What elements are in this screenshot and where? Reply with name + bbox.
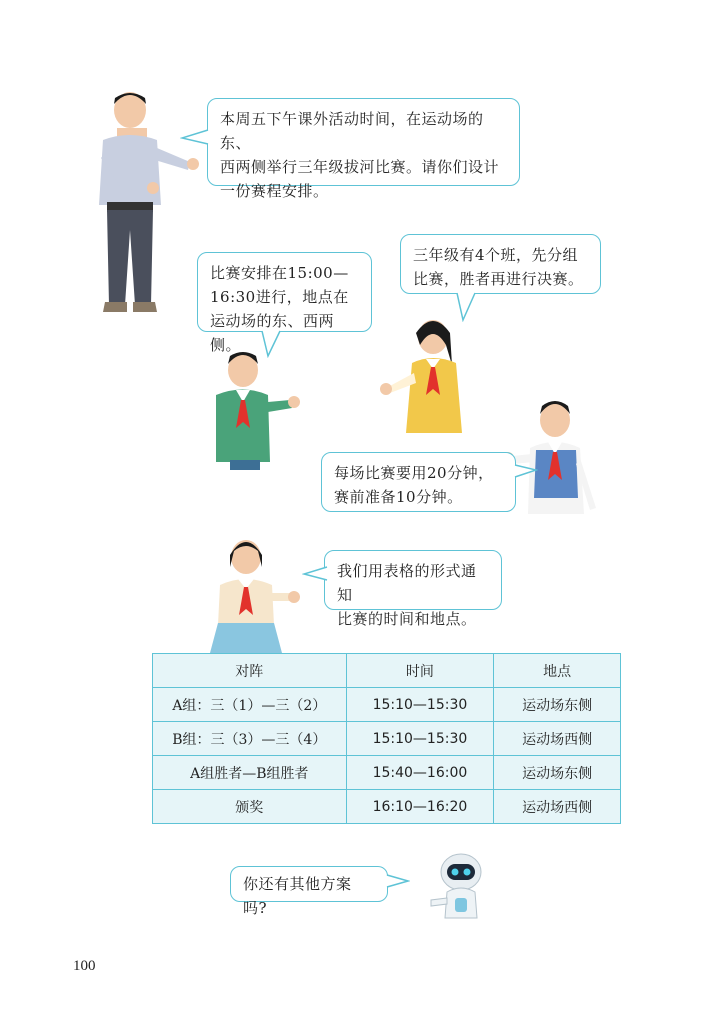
schedule-table [152,653,621,824]
table-row [153,756,621,790]
header-time: 时间 [346,654,494,688]
cell-location: 运动场西侧 [494,722,621,756]
cell-location: 运动场西侧 [494,790,621,824]
page-number: 100 [73,958,96,974]
boy2-speech-bubble: 每场比赛要用20分钟， 赛前准备10分钟。 [321,452,516,512]
teacher-speech-bubble: 本周五下午课外活动时间，在运动场的东、 西两侧举行三年级拔河比赛。请你们设计 一份赛程安排。 [207,98,520,186]
cell-location: 运动场东侧 [494,688,621,722]
girl2-speech-bubble: 我们用表格的形式通知 比赛的时间和地点。 [324,550,502,610]
cell-matchup: A组胜者—B组胜者 [153,756,347,790]
table-row [153,722,621,756]
cell-time: 15:40—16:00 [346,756,494,790]
robot-bubble-tail [386,872,410,892]
cell-matchup: B组：三（3）—三（4） [153,722,347,756]
cell-time: 16:10—16:20 [346,790,494,824]
girl2-bubble-tail [302,564,328,584]
robot-icon [425,850,495,920]
table-row [153,790,621,824]
cell-matchup: A组：三（1）—三（2） [153,688,347,722]
cell-time: 15:10—15:30 [346,722,494,756]
girl-yellow-dress-figure [378,315,473,435]
teacher-figure [95,90,205,320]
boy-green-sweater-figure [208,350,303,470]
header-matchup: 对阵 [153,654,347,688]
boy-blue-vest-figure [500,398,610,518]
cell-matchup: 颁奖 [153,790,347,824]
cell-time: 15:10—15:30 [346,688,494,722]
table-row [153,688,621,722]
cell-location: 运动场东侧 [494,756,621,790]
boy2-bubble-tail [514,462,538,482]
girl1-speech-bubble: 三年级有4个班，先分组 比赛，胜者再进行决赛。 [400,234,601,294]
girl-blue-skirt-figure [208,535,308,655]
boy1-speech-bubble: 比赛安排在15:00— 16:30进行，地点在 运动场的东、西两侧。 [197,252,372,332]
robot-speech-bubble: 你还有其他方案吗? [230,866,388,902]
table-header-row [153,654,621,688]
teacher-bubble-tail [180,128,210,148]
header-location: 地点 [494,654,621,688]
